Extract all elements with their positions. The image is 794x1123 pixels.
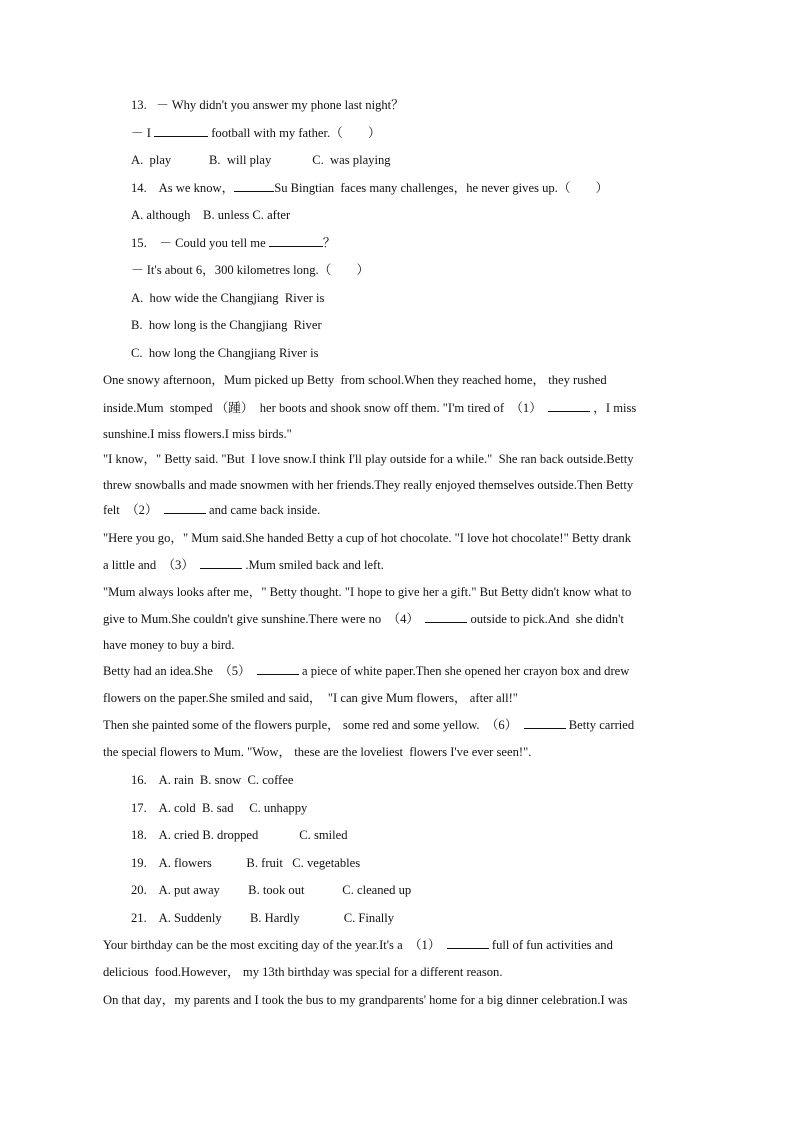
q21-options[interactable]: 21. A. Suddenly B. Hardly C. Finally: [131, 911, 395, 925]
passage1-line: flowers on the paper.She smiled and said， "I can give Mum flowers， after all!": [103, 691, 518, 705]
passage1-blank-4[interactable]: [425, 611, 467, 623]
passage1-text: inside.Mum stomped （踵） her boots and shook snow off them. "I'm tired of （1）: [103, 401, 549, 415]
q14-options[interactable]: A. although B. unless C. after: [131, 208, 291, 222]
q17-options[interactable]: 17. A. cold B. sad C. unhappy: [131, 801, 308, 815]
passage1-line: "Mum always looks after me，" Betty thought. "I hope to give her a gift." But Betty didn't know what to: [103, 585, 632, 599]
q14-stem-prefix: 14. As we know，: [131, 181, 235, 195]
passage2-text: Your birthday can be the most exciting day of the year.It's a （1）: [103, 938, 447, 952]
q14-blank[interactable]: [234, 180, 274, 192]
passage2-blank-1[interactable]: [447, 937, 489, 949]
q19-options[interactable]: 19. A. flowers B. fruit C. vegetables: [131, 856, 361, 870]
q13-answer-line: [131, 125, 381, 141]
passage1-text: a little and （3）: [103, 558, 201, 572]
q15-stem-prefix: 15. － Could you tell me: [131, 236, 269, 250]
q13-answer-suffix: football with my father.（ ）: [208, 126, 381, 140]
q15-answer-line: － It's about 6，300 kilometres long.（ ）: [131, 263, 370, 277]
passage1-text: .Mum smiled back and left.: [242, 558, 384, 572]
q15-blank[interactable]: [269, 235, 323, 247]
passage1-line: One snowy afternoon，Mum picked up Betty from school.When they reached home， they rushed: [103, 373, 607, 387]
passage1-line: [103, 611, 624, 627]
q14-stem: [131, 180, 608, 196]
passage2-line: [103, 937, 613, 953]
passage1-blank-1[interactable]: [548, 400, 590, 412]
passage1-line: [103, 663, 629, 679]
passage1-line: [103, 502, 320, 518]
q15-option-c[interactable]: C. how long the Changjiang River is: [131, 346, 319, 360]
q13-answer-prefix: － I: [131, 126, 155, 140]
passage1-line: have money to buy a bird.: [103, 638, 235, 652]
q16-options[interactable]: 16. A. rain B. snow C. coffee: [131, 773, 294, 787]
passage1-text: give to Mum.She couldn't give sunshine.There were no （4）: [103, 612, 426, 626]
passage1-blank-2[interactable]: [164, 502, 206, 514]
passage1-blank-3[interactable]: [200, 557, 242, 569]
passage1-line: "I know，" Betty said. "But I love snow.I think I'll play outside for a while." She ran back outside.Betty: [103, 452, 634, 466]
passage2-line: On that day，my parents and I took the bus to my grandparents' home for a big dinner celebration.I was: [103, 993, 628, 1007]
q13-blank[interactable]: [154, 125, 208, 137]
passage1-line: [103, 717, 634, 733]
passage1-text: Then she painted some of the flowers purple， some red and some yellow. （6）: [103, 718, 524, 732]
passage1-line: [103, 400, 636, 416]
q20-options[interactable]: 20. A. put away B. took out C. cleaned up: [131, 883, 412, 897]
q15-stem: [131, 235, 335, 251]
passage1-line: [103, 557, 384, 573]
q15-stem-suffix: ？: [322, 236, 336, 250]
passage1-blank-5[interactable]: [257, 663, 299, 675]
passage1-line: threw snowballs and made snowmen with her friends.They really enjoyed themselves outside.Then Betty: [103, 478, 634, 492]
passage1-line: "Here you go，" Mum said.She handed Betty a cup of hot chocolate. "I love hot chocolate!" Betty drank: [103, 531, 632, 545]
passage1-text: a piece of white paper.Then she opened her crayon box and drew: [298, 664, 630, 678]
passage1-text: ，I miss: [590, 401, 637, 415]
passage2-line: delicious food.However， my 13th birthday was special for a different reason.: [103, 965, 503, 979]
passage1-text: Betty carried: [565, 718, 635, 732]
q13-options[interactable]: A. play B. will play C. was playing: [131, 153, 391, 167]
passage1-line: sunshine.I miss flowers.I miss birds.": [103, 427, 292, 441]
q18-options[interactable]: 18. A. cried B. dropped C. smiled: [131, 828, 348, 842]
passage1-line: the special flowers to Mum. "Wow， these are the loveliest flowers I've ever seen!".: [103, 745, 532, 759]
q13-stem: 13. － Why didn't you answer my phone last night？: [131, 98, 404, 112]
q15-option-a[interactable]: A. how wide the Changjiang River is: [131, 291, 325, 305]
passage1-text: Betty had an idea.She （5）: [103, 664, 257, 678]
passage2-text: full of fun activities and: [488, 938, 613, 952]
passage1-text: felt （2）: [103, 503, 164, 517]
q14-stem-suffix: Su Bingtian faces many challenges，he never gives up.（ ）: [274, 181, 609, 195]
passage1-text: outside to pick.And she didn't: [467, 612, 624, 626]
passage1-blank-6[interactable]: [524, 717, 566, 729]
q15-option-b[interactable]: B. how long is the Changjiang River: [131, 318, 322, 332]
passage1-text: and came back inside.: [205, 503, 321, 517]
